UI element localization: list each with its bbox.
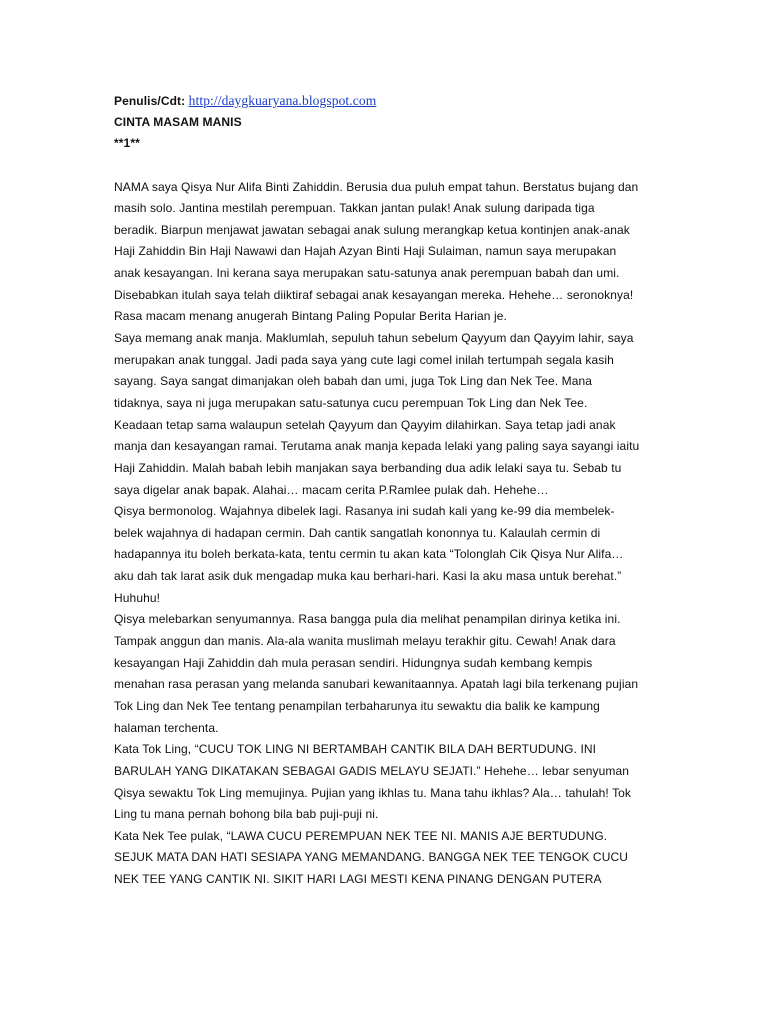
body-text-line: Qisya melebarkan senyumannya. Rasa bangga pula dia melihat penampilan dirinya ketika ini. <box>114 612 621 627</box>
document-content <box>114 90 662 891</box>
body-text-line: anak kesayangan. Ini kerana saya merupakan satu-satunya anak perempuan babah dan umi. <box>114 266 620 281</box>
body-text-line: aku dah tak larat asik duk mengadap muka kau berhari-hari. Kasi la aku masa untuk berehat.” <box>114 569 622 584</box>
body-text-line: Tok Ling dan Nek Tee tentang penampilan terbaharunya itu sewaktu dia balik ke kampung <box>114 698 600 713</box>
body-text-line: manja dan kesayangan ramai. Terutama anak manja kepada lelaki yang paling saya sayangi iaitu <box>114 439 640 454</box>
author-link[interactable]: http://daygkuaryana.blogspot.com <box>188 93 377 108</box>
body-text-line: Qisya sewaktu Tok Ling memujinya. Pujian yang ikhlas tu. Mana tahu ikhlas? Ala… tahulah! Tok <box>114 785 632 800</box>
body-text-line: saya digelar anak bapak. Alahai… macam cerita P.Ramlee pulak dah. Hehehe… <box>114 482 549 497</box>
body-text-line: NEK TEE YANG CANTIK NI. SIKIT HARI LAGI MESTI KENA PINANG DENGAN PUTERA <box>114 872 602 887</box>
chapter-heading: **1** <box>114 136 140 151</box>
body-text-line: belek wajahnya di hadapan cermin. Dah cantik sangatlah kononnya tu. Kalaulah cermin di <box>114 525 601 540</box>
body-text-line: halaman terchenta. <box>114 720 219 735</box>
body-text-line: Saya memang anak manja. Maklumlah, sepuluh tahun sebelum Qayyum dan Qayyim lahir, saya <box>114 331 634 346</box>
body-text-line: merupakan anak tunggal. Jadi pada saya yang cute lagi comel inilah tertumpah segala kasih <box>114 352 614 367</box>
body-text-line: menahan rasa perasan yang melanda sanubari kewanitaannya. Apatah lagi bila terkenang pujian <box>114 677 639 692</box>
body-text-line: Kata Tok Ling, “CUCU TOK LING NI BERTAMBAH CANTIK BILA DAH BERTUDUNG. INI <box>114 742 597 757</box>
body-text-line: Tampak anggun dan manis. Ala-ala wanita muslimah melayu terakhir gitu. Cewah! Anak dara <box>114 634 616 649</box>
body-text-line: Huhuhu! <box>114 590 161 605</box>
body-text-line: Haji Zahiddin. Malah babah lebih manjakan saya berbanding dua adik lelaki saya tu. Sebab tu <box>114 460 622 475</box>
body-text-line: sayang. Saya sangat dimanjakan oleh babah dan umi, juga Tok Ling dan Nek Tee. Mana <box>114 374 593 389</box>
body-text-line: BARULAH YANG DIKATAKAN SEBAGAI GADIS MELAYU SEJATI.” Hehehe… lebar senyuman <box>114 763 630 778</box>
author-line <box>114 90 662 112</box>
body-text-line: SEJUK MATA DAN HATI SESIAPA YANG MEMANDANG. BANGGA NEK TEE TENGOK CUCU <box>114 850 628 865</box>
body-text-line: masih solo. Jantina mestilah perempuan. Takkan jantan pulak! Anak sulung daripada tiga <box>114 201 595 216</box>
blank-line <box>114 155 662 177</box>
body-text-line: Ling tu mana pernah bohong bila bab puji-puji ni. <box>114 807 379 822</box>
author-label: Penulis/Cdt: <box>114 94 186 108</box>
body-text-line: Keadaan tetap sama walaupun setelah Qayyum dan Qayyim dilahirkan. Saya tetap jadi anak <box>114 417 616 432</box>
body-text-line: hadapannya itu boleh berkata-kata, tentu cermin tu akan kata “Tolonglah Cik Qisya Nur Alifa… <box>114 547 624 562</box>
body-text-line: Rasa macam menang anugerah Bintang Paling Popular Berita Harian je. <box>114 309 507 324</box>
story-title: CINTA MASAM MANIS <box>114 114 242 129</box>
body-text-line: Kata Nek Tee pulak, “LAWA CUCU PEREMPUAN NEK TEE NI. MANIS AJE BERTUDUNG. <box>114 828 608 843</box>
body-text-line: Disebabkan itulah saya telah diiktiraf sebagai anak kesayangan mereka. Hehehe… seronoknya! <box>114 287 634 302</box>
body-text-line: kesayangan Haji Zahiddin dah mula perasan sendiri. Hidungnya sudah kembang kempis <box>114 655 593 670</box>
story-body <box>114 177 662 891</box>
body-text-line: tidaknya, saya ni juga merupakan satu-satunya cucu perempuan Tok Ling dan Nek Tee. <box>114 395 588 410</box>
body-text-line: beradik. Biarpun menjawat jawatan sebagai anak sulung merangkap ketua kontinjen anak-anak <box>114 222 630 237</box>
body-text-line: NAMA saya Qisya Nur Alifa Binti Zahiddin. Berusia dua puluh empat tahun. Berstatus bujang dan <box>114 179 639 194</box>
body-text-line: Haji Zahiddin Bin Haji Nawawi dan Hajah Azyan Binti Haji Sulaiman, namun saya merupakan <box>114 244 617 259</box>
body-text-line: Qisya bermonolog. Wajahnya dibelek lagi. Rasanya ini sudah kali yang ke-99 dia membelek- <box>114 504 615 519</box>
